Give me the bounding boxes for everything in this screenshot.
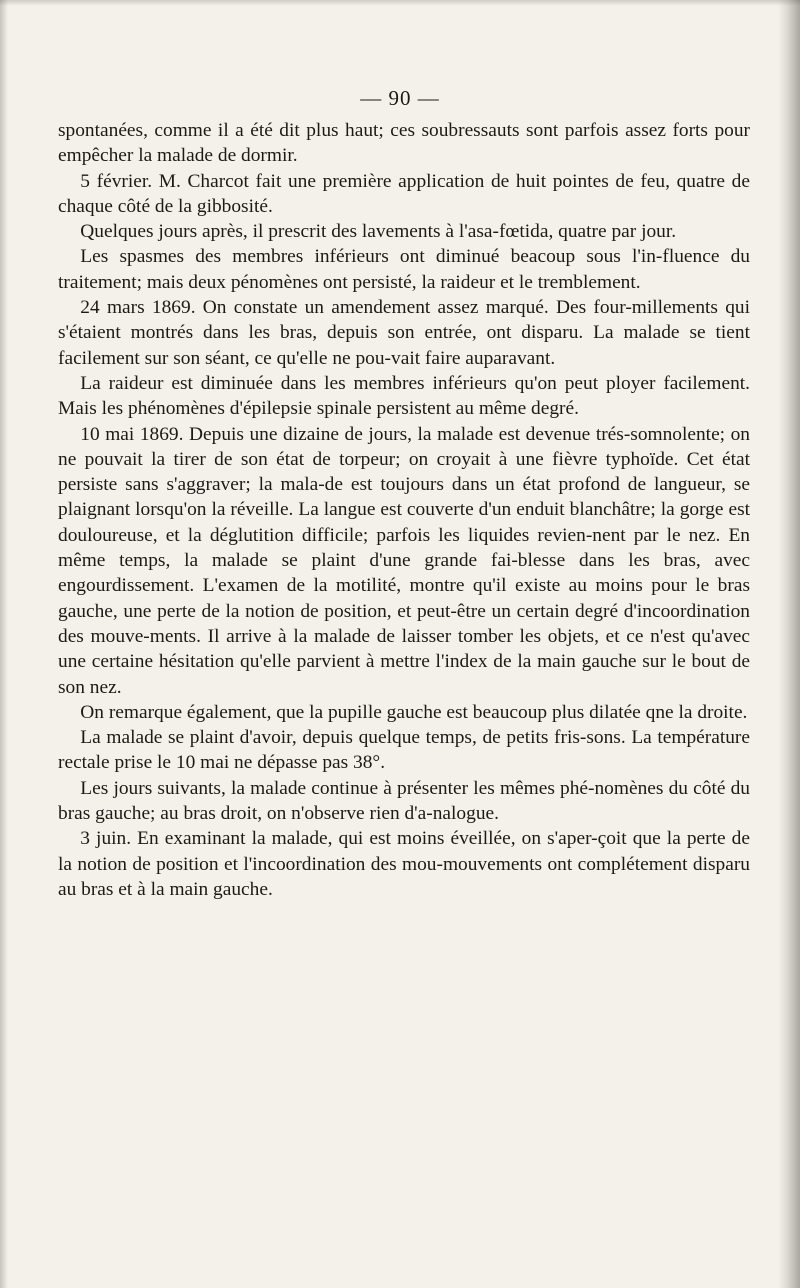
paragraph: Les spasmes des membres inférieurs ont diminué beacoup sous l'in-fluence du traitement; mais deux pénomènes ont persisté, la raideur et le tremblement. xyxy=(58,246,750,293)
paragraph: On remarque également, que la pupille gauche est beaucoup plus dilatée qne la droite. xyxy=(80,701,748,723)
body-text xyxy=(58,118,750,902)
paragraph: 3 juin. En examinant la malade, qui est moins éveillée, on s'aper-çoit que la perte de la notion de position et l'incoordination des mou-mouvements ont complétement disparu au bras et à la main gauche. xyxy=(58,828,750,900)
paragraph: 10 mai 1869. Depuis une dizaine de jours, la malade est devenue trés-somnolente; on ne pouvait la tirer de son état de torpeur; on croyait à une fièvre typhoïde. Cet état persiste sans s'aggraver; la mala-de est toujours dans un état profond de langueur, se plaignant lorsqu'on la réveille. La langue est couverte d'un enduit blanchâtre; la gorge est douloureuse, et la déglutition difficile; parfois les liquides revien-nent par le nez. En même temps, la malade se plaint d'une grande fai-blesse dans les bras, avec engourdissement. L'examen de la motilité, montre qu'il existe au moins pour le bras gauche, une perte de la notion de position, et peut-être un certain degré d'incoordination des mouve-ments. Il arrive à la malade de laisser tomber les objets, et ce n'est qu'avec une certaine hésitation qu'elle parvient à mettre l'index de la main gauche sur le bout de son nez. xyxy=(58,423,750,698)
paragraph: 24 mars 1869. On constate un amendement assez marqué. Des four-millements qui s'étaient montrés dans les bras, depuis son entrée, ont disparu. La malade se tient facilement sur son séant, ce qu'elle ne pou-vait faire auparavant. xyxy=(58,297,750,369)
paragraph: 5 février. M. Charcot fait une première application de huit pointes de feu, quatre de chaque côté de la gibbosité. xyxy=(58,170,750,217)
paragraph: Les jours suivants, la malade continue à présenter les mêmes phé-nomènes du côté du bras gauche; au bras droit, on n'observe rien d'a-nalogue. xyxy=(58,777,750,825)
paragraph: spontanées, comme il a été dit plus haut; ces soubressauts sont parfois assez forts pour empêcher la malade de dormir. xyxy=(58,120,750,167)
page-number: — 90 — xyxy=(360,86,440,110)
page-top-shadow xyxy=(0,0,800,6)
paragraph: La raideur est diminuée dans les membres inférieurs qu'on peut ployer facilement. Mais les phénomènes d'épilepsie spinale persistent au même degré. xyxy=(58,372,750,420)
page-left-shadow xyxy=(0,0,8,1288)
paragraph: Quelques jours après, il prescrit des lavements à l'asa-fœtida, quatre par jour. xyxy=(80,221,677,243)
paragraph: La malade se plaint d'avoir, depuis quelque temps, de petits fris-sons. La température rectale prise le 10 mai ne dépasse pas 38°. xyxy=(58,727,750,774)
page-right-binding-shadow xyxy=(778,0,800,1288)
